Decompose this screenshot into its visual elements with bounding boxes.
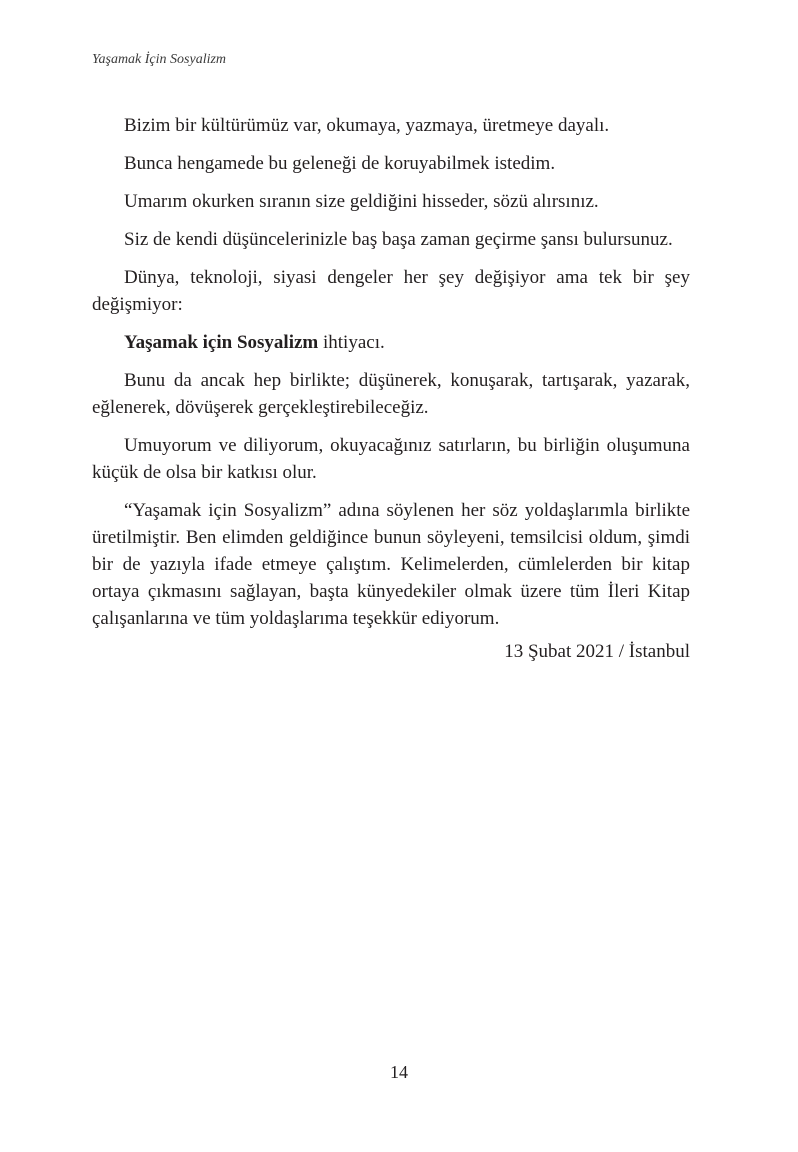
paragraph-4: Siz de kendi düşüncelerinizle baş başa zaman geçirme şansı bulursunuz. bbox=[124, 229, 673, 250]
paragraph-6 bbox=[92, 329, 690, 356]
paragraph-9: “Yaşamak için Sosyalizm” adına söylenen her söz yoldaşlarımla birlikte üretilmiştir. Ben elimden geldiğince bunun söyleyeni, temsilcisi oldum, şimdi bir de yazıyla ifade etmeye çalıştım. Kelimelerden, cümlelerden bir kitap ortaya çıkmasını sağlayan, başta künyedekiler olmak üzere tüm İleri Kitap çalışanlarına ve tüm yoldaşlarıma teşekkür ediyorum. bbox=[92, 500, 690, 629]
paragraph-7: Bunu da ancak hep birlikte; düşünerek, konuşarak, tartışarak, yazarak, eğlenerek, dövüşerek gerçekleştirebileceğiz. bbox=[92, 370, 690, 418]
paragraph-3: Umarım okurken sıranın size geldiğini hisseder, sözü alırsınız. bbox=[124, 191, 599, 212]
paragraph-6-rest: ihtiyacı. bbox=[318, 332, 385, 353]
emphasized-title: Yaşamak için Sosyalizm bbox=[124, 332, 319, 353]
body-text bbox=[92, 112, 690, 665]
running-header: Yaşamak İçin Sosyalizm bbox=[92, 52, 227, 67]
paragraph-2: Bunca hengamede bu geleneği de koruyabilmek istedim. bbox=[124, 153, 556, 174]
date-place-signoff: 13 Şubat 2021 / İstanbul bbox=[504, 641, 690, 662]
paragraph-8: Umuyorum ve diliyorum, okuyacağınız satırların, bu birliğin oluşumuna küçük de olsa bir katkısı olur. bbox=[92, 435, 690, 483]
paragraph-5: Dünya, teknoloji, siyasi dengeler her şey değişiyor ama tek bir şey değişmiyor: bbox=[92, 267, 690, 315]
page-number: 14 bbox=[390, 1062, 408, 1082]
paragraph-1: Bizim bir kültürümüz var, okumaya, yazmaya, üretmeye dayalı. bbox=[124, 115, 610, 136]
